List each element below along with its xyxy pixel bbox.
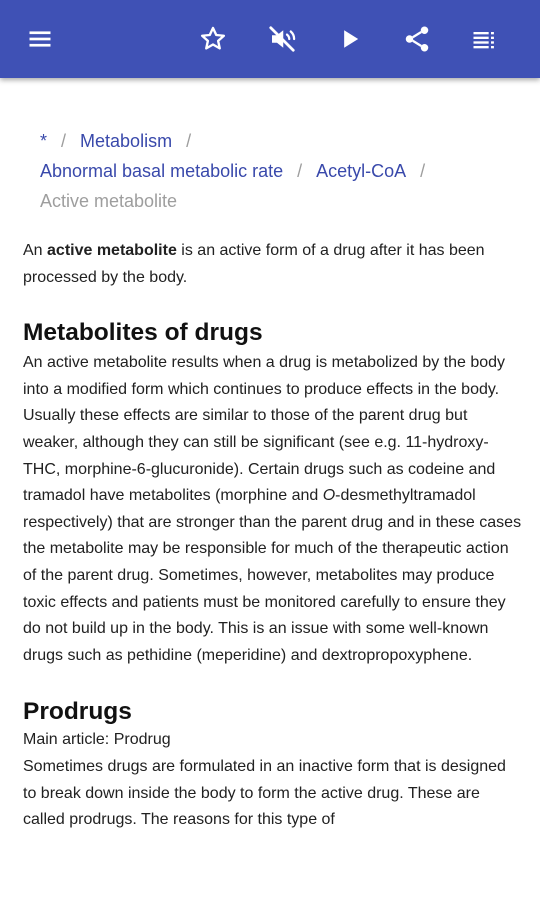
breadcrumb-link-abnormal-basal-metabolic-rate[interactable]: Abnormal basal metabolic rate bbox=[40, 161, 284, 181]
mute-icon bbox=[267, 24, 297, 54]
intro-text: An bbox=[23, 242, 48, 259]
section-heading-prodrugs: Prodrugs bbox=[23, 698, 132, 726]
paragraph-text: An active metabolite results when a drug is metabolized by the body into a modified form which continues to produce effects in the body. Usually these effects are similar to those of the parent drug but weaker, although they can still be significant (see e.g. 11-hydroxy-THC, morphine-6-glucuronide). Certain drugs such as codeine and tramadol have metabolites (morphine and bbox=[23, 354, 506, 505]
table-of-contents-button[interactable] bbox=[464, 19, 504, 59]
breadcrumb-link-acetyl-coa[interactable]: Acetyl-CoA bbox=[316, 161, 407, 181]
intro-text: is an active form of a drug after it has been processed by the body. bbox=[23, 242, 485, 286]
bookmark-button[interactable] bbox=[193, 19, 233, 59]
play-icon bbox=[336, 25, 364, 53]
paragraph-text: -desmethyltramadol respectively) that are stronger than the parent drug and in these cases the metabolite may be responsible for much of the therapeutic action of the parent drug. Sometimes, however, metabolites may produce toxic effects and patients must be monitored carefully to ensure they do not build up in the body. This is an issue with some well-known drugs such as pethidine (meperidine) and dextropropoxyphene. bbox=[23, 487, 522, 664]
section-heading-metabolites-of-drugs: Metabolites of drugs bbox=[23, 319, 263, 347]
breadcrumb-link-metabolism[interactable]: Metabolism bbox=[80, 131, 173, 151]
list-icon bbox=[470, 25, 498, 53]
mute-button[interactable] bbox=[262, 19, 302, 59]
breadcrumb-current-page: Active metabolite bbox=[40, 191, 178, 211]
italic-prefix: O bbox=[322, 487, 336, 505]
menu-icon bbox=[26, 25, 54, 53]
intro-bold-term: active metabolite bbox=[47, 242, 177, 259]
intro-paragraph bbox=[23, 238, 523, 291]
article-body bbox=[23, 238, 523, 834]
app-toolbar bbox=[0, 0, 540, 78]
breadcrumb-separator: / bbox=[186, 131, 192, 151]
article-content bbox=[0, 78, 540, 900]
breadcrumb-separator: / bbox=[61, 131, 67, 151]
breadcrumb-separator: / bbox=[420, 161, 426, 181]
breadcrumb bbox=[40, 126, 510, 216]
share-icon bbox=[402, 24, 432, 54]
main-article-link[interactable]: Main article: Prodrug bbox=[23, 731, 171, 749]
share-button[interactable] bbox=[397, 19, 437, 59]
star-icon bbox=[198, 24, 228, 54]
section-paragraph: Sometimes drugs are formulated in an inactive form that is designed to break down inside the body to form the active drug. These are called prodrugs. The reasons for this type of bbox=[23, 757, 506, 829]
breadcrumb-separator: / bbox=[297, 161, 303, 181]
breadcrumb-home-link[interactable]: * bbox=[40, 131, 48, 151]
section-paragraph bbox=[23, 350, 523, 669]
play-button[interactable] bbox=[330, 19, 370, 59]
menu-button[interactable] bbox=[20, 19, 60, 59]
